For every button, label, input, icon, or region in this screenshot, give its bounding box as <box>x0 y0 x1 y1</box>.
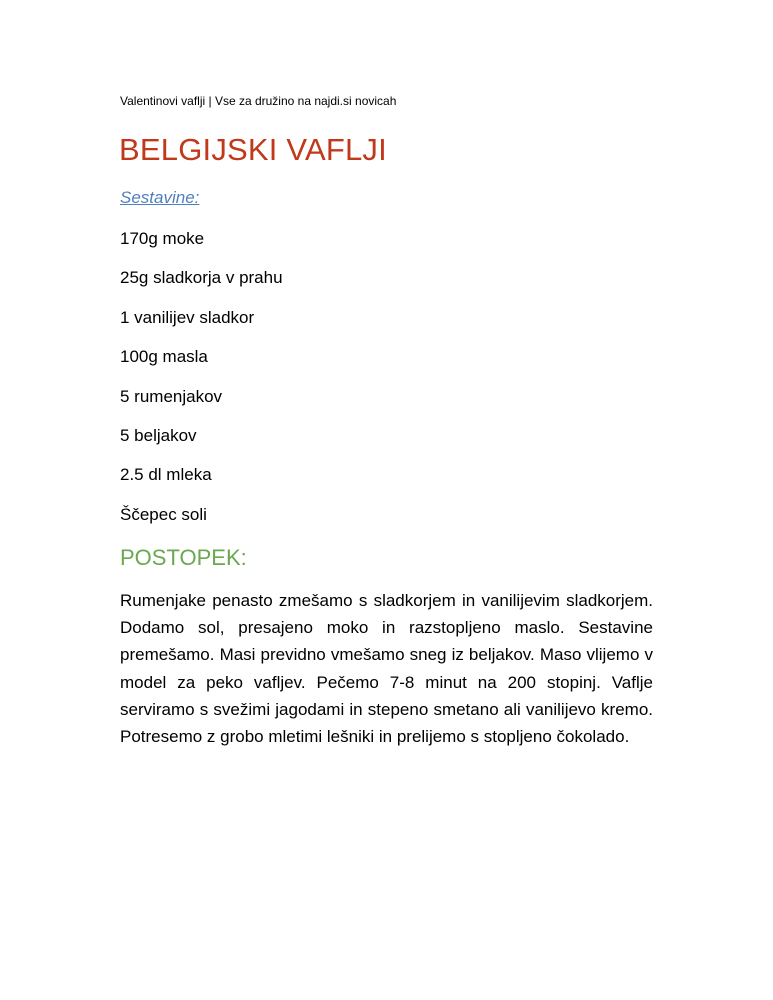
ingredient-item: Ščepec soli <box>120 504 207 524</box>
ingredient-item: 25g sladkorja v prahu <box>120 268 283 288</box>
ingredient-item: 1 vanilijev sladkor <box>120 307 255 327</box>
ingredient-item: 100g masla <box>120 347 208 367</box>
recipe-title: BELGIJSKI VAFLJI <box>119 132 387 167</box>
ingredients-heading: Sestavine: <box>120 188 200 207</box>
ingredients-list <box>120 227 283 542</box>
method-heading: POSTOPEK: <box>120 545 247 570</box>
ingredient-item: 5 rumenjakov <box>120 386 223 406</box>
page-header: Valentinovi vaflji | Vse za družino na najdi.si novicah <box>120 94 397 108</box>
method-paragraph: Rumenjake penasto zmešamo s sladkorjem in vanilijevim sladkorjem. Dodamo sol, presajeno moko in razstopljeno maslo. Sestavine premešamo. Masi previdno vmešamo sneg iz beljakov. Maso vlijemo v model za peko vafljev. Pečemo 7-8 minut na 200 stopinj. Vaflje serviramo s svežimi jagodami in stepeno smetano ali vanilijevo kremo. Potresemo z grobo mletimi lešniki in prelijemo s stopljeno čokolado. <box>120 591 653 747</box>
ingredient-item: 170g moke <box>120 229 205 248</box>
ingredient-item: 2.5 dl mleka <box>120 465 212 485</box>
ingredient-item: 5 beljakov <box>120 425 197 445</box>
